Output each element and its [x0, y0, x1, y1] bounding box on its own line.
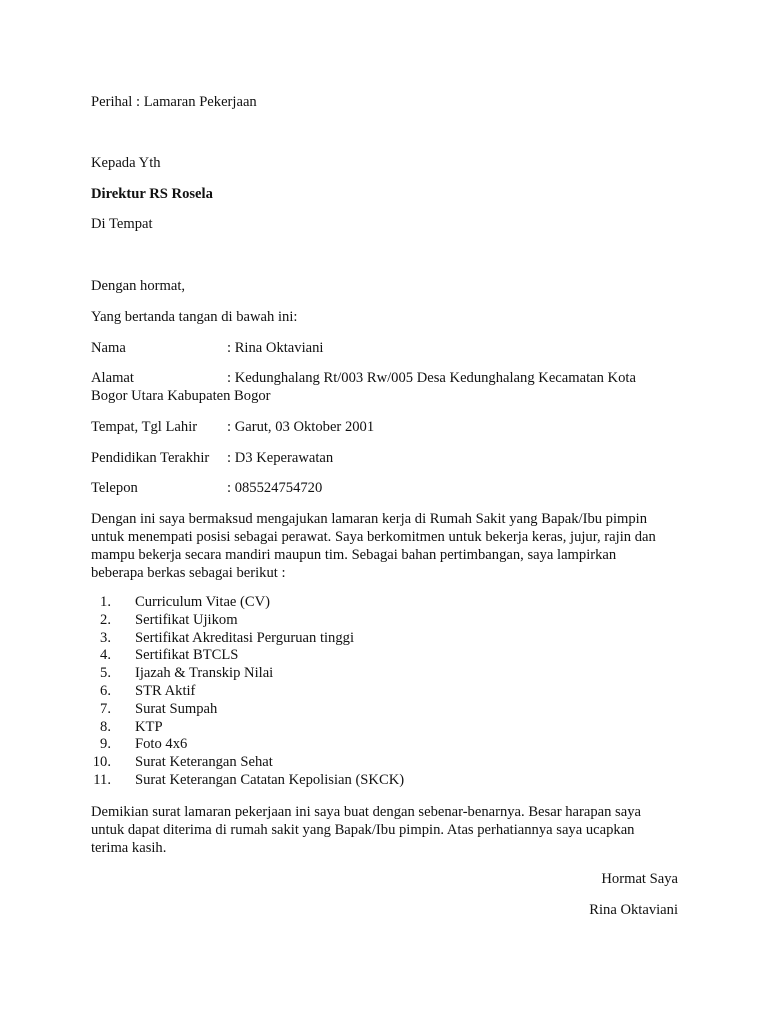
- list-item-text: Surat Keterangan Sehat: [135, 754, 273, 771]
- list-item-number: 7.: [100, 700, 111, 717]
- subject-line: Perihal : Lamaran Pekerjaan: [91, 94, 257, 110]
- list-item-text: Sertifikat Akreditasi Perguruan tinggi: [135, 629, 355, 646]
- recipient-name: Direktur RS Rosela: [91, 186, 213, 202]
- letter-page: [91, 0, 678, 1024]
- field-label: Tempat, Tgl Lahir: [91, 419, 198, 435]
- body-line: untuk menempati posisi sebagai perawat. Saya berkomitmen untuk bekerja keras, jujur, rajin dan: [91, 529, 656, 545]
- greeting: Dengan hormat,: [91, 278, 186, 294]
- field-label: Pendidikan Terakhir: [91, 450, 210, 466]
- recipient-place: Di Tempat: [91, 216, 153, 232]
- list-item-number: 10.: [92, 754, 111, 771]
- field-value: : 085524754720: [227, 480, 323, 496]
- field-label: Telepon: [91, 480, 138, 496]
- list-item-text: STR Aktif: [135, 682, 196, 699]
- list-item-number: 9.: [100, 736, 111, 753]
- field-value: : D3 Keperawatan: [227, 450, 334, 466]
- field-label: Nama: [91, 340, 126, 356]
- list-item-text: Sertifikat Ujikom: [135, 611, 238, 628]
- body-line: Dengan ini saya bermaksud mengajukan lamaran kerja di Rumah Sakit yang Bapak/Ibu pimpin: [91, 511, 648, 527]
- list-item-text: Sertifikat BTCLS: [135, 647, 239, 664]
- closing-line: terima kasih.: [91, 840, 167, 856]
- list-item-number: 11.: [93, 771, 111, 788]
- closing-line: Demikian surat lamaran pekerjaan ini saya buat dengan sebenar-benarnya. Besar harapan saya: [91, 804, 641, 820]
- list-item-number: 4.: [100, 647, 111, 664]
- list-item-text: Surat Keterangan Catatan Kepolisian (SKCK): [135, 771, 405, 788]
- list-item-text: Ijazah & Transkip Nilai: [135, 665, 274, 682]
- intro-line: Yang bertanda tangan di bawah ini:: [91, 309, 298, 325]
- body-line: mampu bekerja secara mandiri maupun tim. Sebagai bahan pertimbangan, saya lampirkan: [91, 547, 617, 563]
- field-value: : Kedunghalang Rt/003 Rw/005 Desa Kedunghalang Kecamatan Kota: [227, 370, 636, 386]
- list-item-text: Surat Sumpah: [135, 700, 218, 717]
- list-item-text: Curriculum Vitae (CV): [135, 594, 271, 610]
- recipient-to: Kepada Yth: [91, 155, 161, 171]
- list-item-number: 6.: [100, 682, 111, 699]
- list-item-number: 2.: [100, 611, 111, 628]
- list-item-number: 1.: [100, 594, 111, 610]
- signature-name: Rina Oktaviani: [589, 902, 678, 918]
- field-value: : Garut, 03 Oktober 2001: [227, 419, 375, 435]
- body-line: beberapa berkas sebagai berikut :: [91, 565, 286, 581]
- list-item-text: Foto 4x6: [135, 736, 188, 753]
- list-item-number: 3.: [100, 629, 111, 646]
- list-item-number: 5.: [100, 665, 111, 682]
- field-label: Alamat: [91, 370, 134, 386]
- signature-salutation: Hormat Saya: [601, 871, 678, 887]
- field-value: : Rina Oktaviani: [227, 340, 324, 356]
- closing-line: untuk dapat diterima di rumah sakit yang Bapak/Ibu pimpin. Atas perhatiannya saya ucapkan: [91, 822, 635, 838]
- list-item-text: KTP: [135, 718, 163, 735]
- field-alamat-continued: Bogor Utara Kabupaten Bogor: [91, 388, 271, 404]
- list-item-number: 8.: [100, 718, 111, 735]
